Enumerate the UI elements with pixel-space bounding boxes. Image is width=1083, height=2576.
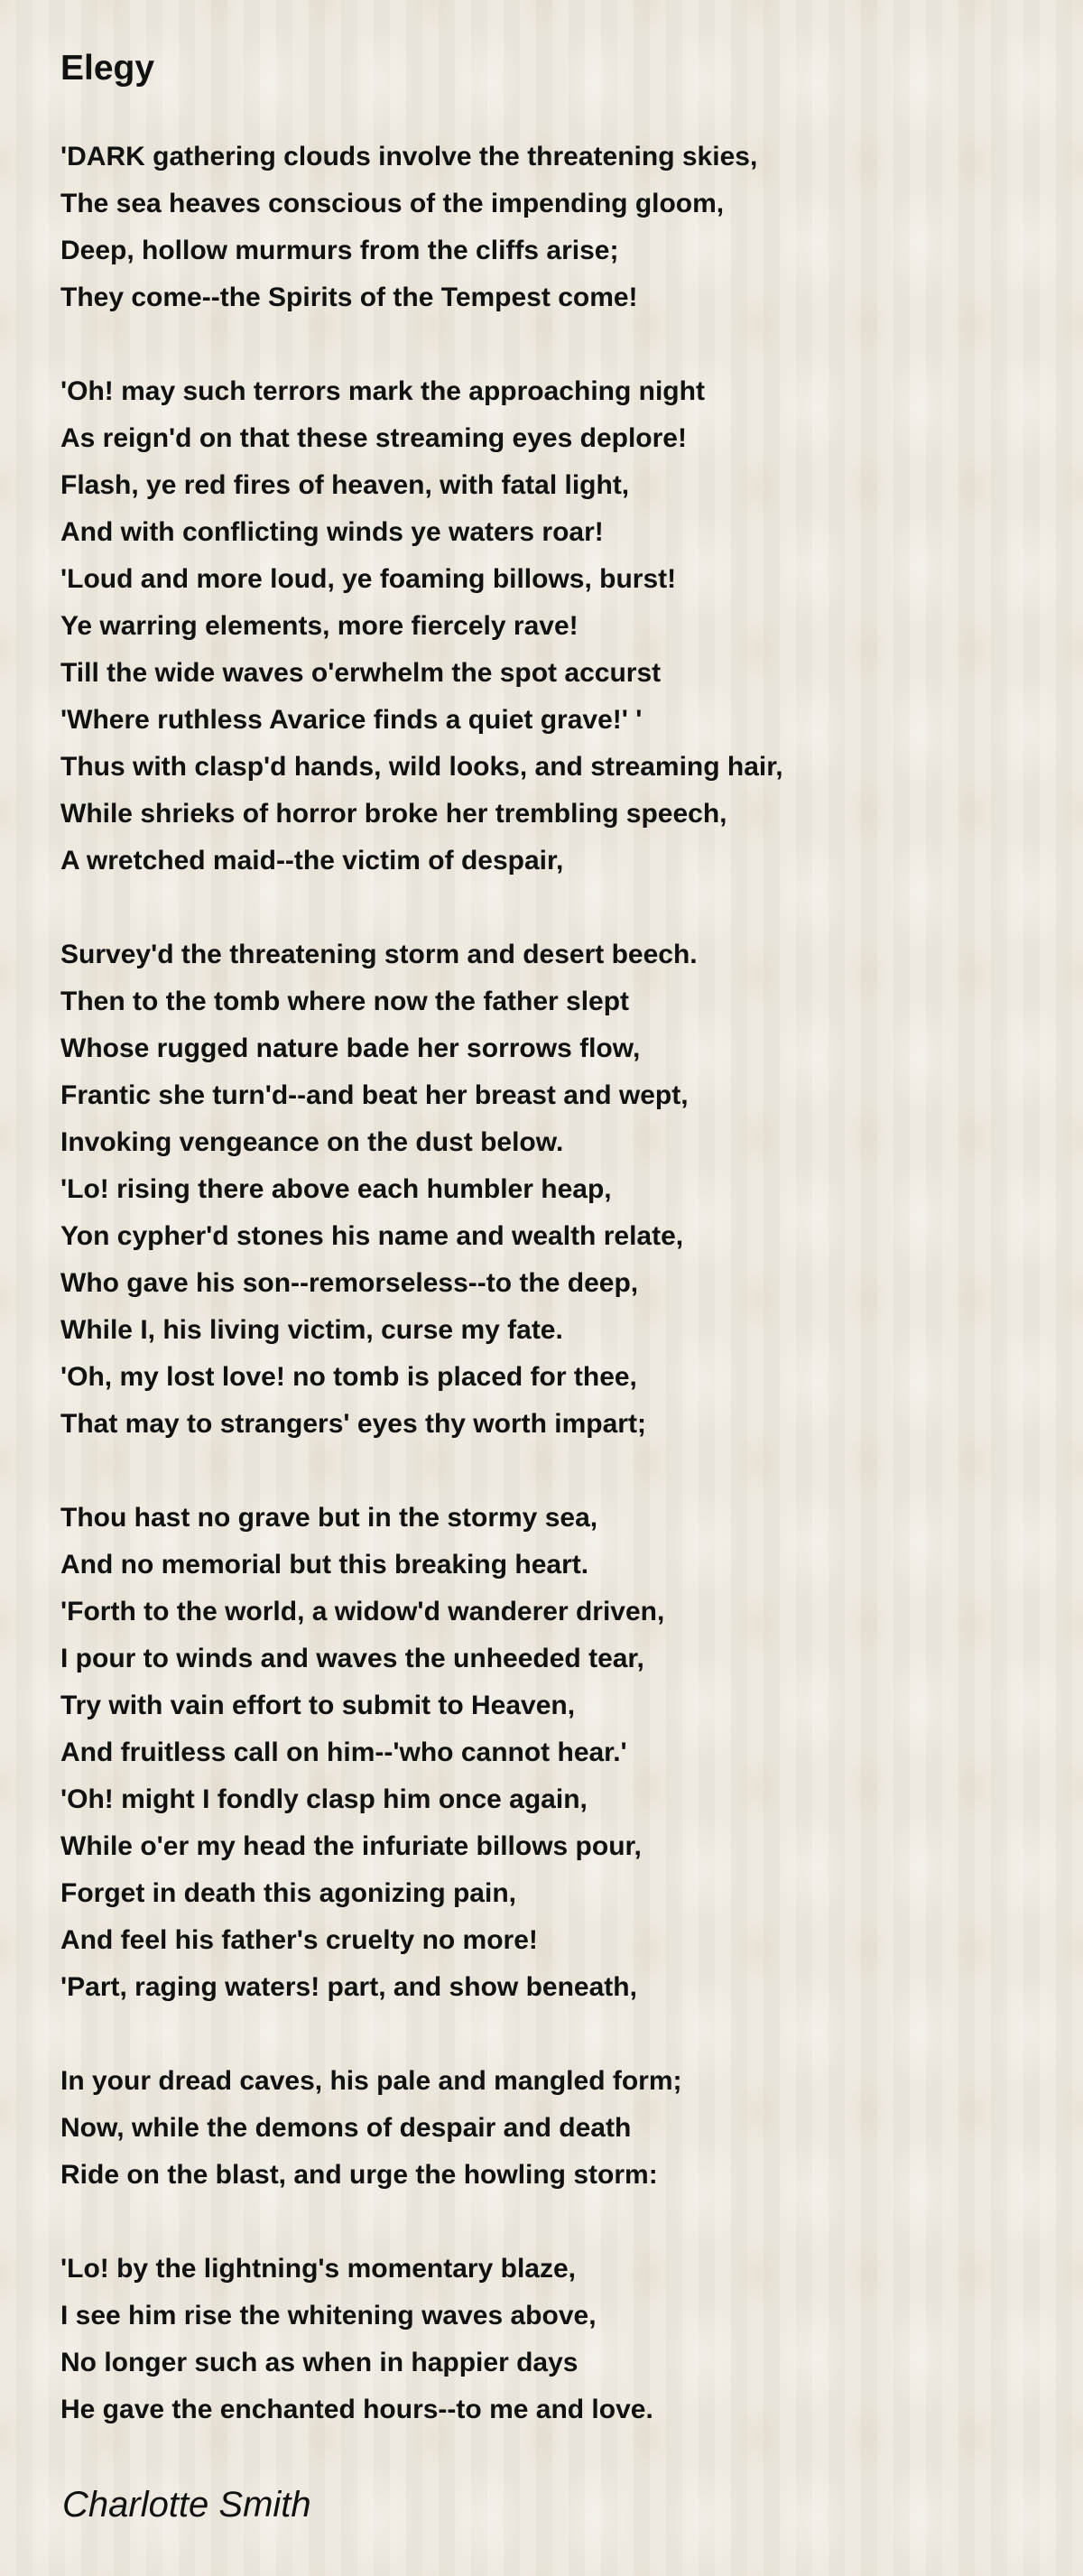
poem-line: Till the wide waves o'erwhelm the spot accurst bbox=[60, 658, 662, 688]
stanza bbox=[60, 931, 1053, 1448]
poem-line: As reign'd on that these streaming eyes deplore! bbox=[60, 423, 687, 453]
poem-line: And with conflicting winds ye waters roar! bbox=[60, 517, 604, 547]
poem-line: 'Oh! might I fondly clasp him once again, bbox=[60, 1784, 588, 1814]
poem-line: 'Where ruthless Avarice finds a quiet grave!' ' bbox=[60, 705, 643, 735]
poem-line: They come--the Spirits of the Tempest come! bbox=[60, 283, 638, 312]
poem-line: The sea heaves conscious of the impending gloom, bbox=[60, 189, 725, 218]
stanza-gap bbox=[60, 885, 1053, 931]
poem-line: 'Part, raging waters! part, and show beneath, bbox=[60, 1972, 637, 2002]
poem-line: Thou hast no grave but in the stormy sea, bbox=[60, 1503, 598, 1533]
poem-line: Deep, hollow murmurs from the cliffs arise; bbox=[60, 236, 619, 265]
stanza-gap bbox=[60, 2011, 1053, 2058]
poem-line: 'Loud and more loud, ye foaming billows, burst! bbox=[60, 564, 677, 594]
poem-line: 'Oh! may such terrors mark the approaching night bbox=[60, 376, 705, 406]
poem-line: 'Lo! rising there above each humbler heap, bbox=[60, 1174, 612, 1204]
poem-line: 'DARK gathering clouds involve the threatening skies, bbox=[60, 142, 758, 171]
poem-line: That may to strangers' eyes thy worth impart; bbox=[60, 1409, 646, 1439]
poem-line: Who gave his son--remorseless--to the deep, bbox=[60, 1268, 639, 1298]
poem-line: Then to the tomb where now the father slept bbox=[60, 987, 630, 1016]
stanza-gap bbox=[60, 1448, 1053, 1495]
poem-line: While I, his living victim, curse my fate. bbox=[60, 1315, 563, 1345]
poem-line: No longer such as when in happier days bbox=[60, 2348, 579, 2377]
poem-line: While shrieks of horror broke her trembling speech, bbox=[60, 799, 727, 829]
poem-line: Thus with clasp'd hands, wild looks, and streaming hair, bbox=[60, 752, 783, 782]
poem-line: Frantic she turn'd--and beat her breast and wept, bbox=[60, 1080, 689, 1110]
stanza bbox=[60, 134, 1053, 321]
stanza bbox=[60, 1495, 1053, 2011]
poem-line: Try with vain effort to submit to Heaven, bbox=[60, 1691, 576, 1720]
poem-line: And feel his father's cruelty no more! bbox=[60, 1925, 538, 1955]
poem-line: 'Lo! by the lightning's momentary blaze, bbox=[60, 2254, 576, 2284]
poem-line: I see him rise the whitening waves above, bbox=[60, 2301, 597, 2330]
poem-line: Forget in death this agonizing pain, bbox=[60, 1878, 516, 1908]
poem-line: Whose rugged nature bade her sorrows flow, bbox=[60, 1033, 641, 1063]
poem-line: Yon cypher'd stones his name and wealth relate, bbox=[60, 1221, 684, 1251]
stanza-gap bbox=[60, 2199, 1053, 2246]
poem-line: And no memorial but this breaking heart. bbox=[60, 1550, 589, 1580]
poem-line: Survey'd the threatening storm and desert beech. bbox=[60, 940, 698, 969]
poem-line: He gave the enchanted hours--to me and love. bbox=[60, 2395, 653, 2424]
poem-line: In your dread caves, his pale and mangled form; bbox=[60, 2066, 682, 2096]
poem-line: And fruitless call on him--'who cannot hear.' bbox=[60, 1737, 627, 1767]
stanza-gap bbox=[60, 321, 1053, 368]
poem-author: Charlotte Smith bbox=[62, 2485, 311, 2525]
poem-line: Now, while the demons of despair and death bbox=[60, 2113, 632, 2143]
stanza bbox=[60, 2246, 1053, 2433]
poem-line: Ye warring elements, more fiercely rave! bbox=[60, 611, 579, 641]
poem-body bbox=[60, 134, 1053, 2433]
stanza bbox=[60, 368, 1053, 885]
poem-line: Ride on the blast, and urge the howling storm: bbox=[60, 2160, 658, 2190]
poem-line: Invoking vengeance on the dust below. bbox=[60, 1127, 564, 1157]
stanza bbox=[60, 2058, 1053, 2199]
poem-line: While o'er my head the infuriate billows pour, bbox=[60, 1831, 642, 1861]
poem-line: A wretched maid--the victim of despair, bbox=[60, 846, 564, 876]
poem-line: Flash, ye red fires of heaven, with fatal light, bbox=[60, 470, 630, 500]
poem-line: 'Forth to the world, a widow'd wanderer driven, bbox=[60, 1597, 665, 1626]
poem-line: I pour to winds and waves the unheeded tear, bbox=[60, 1644, 644, 1673]
poem-line: 'Oh, my lost love! no tomb is placed for thee, bbox=[60, 1362, 637, 1392]
poem-title: Elegy bbox=[60, 49, 155, 88]
